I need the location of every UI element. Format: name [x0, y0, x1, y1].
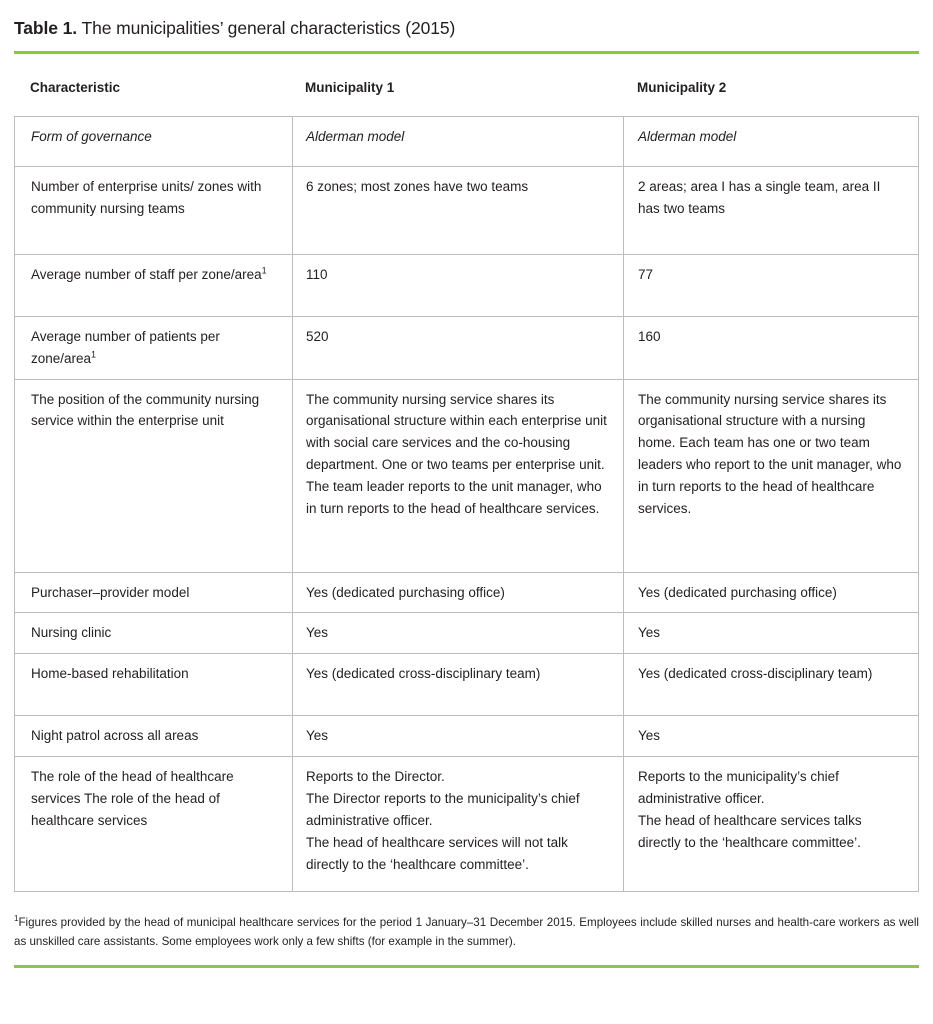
- column-header-municipality-2: Municipality 2: [637, 79, 727, 95]
- cell-municipality-1: 110: [293, 254, 624, 316]
- column-header-characteristic: Characteristic: [30, 79, 121, 95]
- cell-municipality-1: Yes (dedicated cross-disciplinary team): [293, 654, 624, 716]
- cell-line: The head of healthcare services will not talk directly to the ‘healthcare committee’.: [306, 834, 568, 872]
- cell-characteristic: Nursing clinic: [15, 613, 293, 654]
- cell-municipality-2: 2 areas; area I has a single team, area II has two teams: [624, 166, 919, 254]
- caption-label: Table 1.: [14, 18, 78, 38]
- cell-characteristic: The position of the community nursing service within the enterprise unit: [15, 379, 293, 572]
- table-row: [15, 379, 919, 572]
- table-row: [15, 716, 919, 757]
- cell-line: Reports to the Director.: [306, 769, 445, 785]
- table-row: [15, 254, 919, 316]
- table-row: [15, 572, 919, 613]
- cell-municipality-2: Yes (dedicated purchasing office): [624, 572, 919, 613]
- cell-municipality-1: 520: [293, 316, 624, 379]
- cell-characteristic: Form of governance: [15, 116, 293, 166]
- table-row: [15, 757, 919, 892]
- characteristics-table: [14, 116, 919, 892]
- cell-municipality-2: Yes (dedicated cross-disciplinary team): [624, 654, 919, 716]
- footnote-marker: 1: [14, 914, 19, 924]
- caption-text: The municipalities’ general characteristics (2015): [77, 18, 456, 38]
- table-row: [15, 613, 919, 654]
- table-caption: [14, 0, 919, 40]
- table-row: [15, 166, 919, 254]
- cell-characteristic: Purchaser–provider model: [15, 572, 293, 613]
- column-header-row: [14, 54, 919, 116]
- cell-municipality-1: [293, 757, 624, 892]
- cell-characteristic: [15, 254, 293, 316]
- cell-municipality-2: Yes: [624, 716, 919, 757]
- cell-characteristic: Number of enterprise units/ zones with community nursing teams: [15, 166, 293, 254]
- cell-characteristic: Home-based rehabilitation: [15, 654, 293, 716]
- cell-characteristic: [15, 316, 293, 379]
- footnote-text: Figures provided by the head of municipal healthcare services for the period 1 January–31 December 2015. Employees include skilled nurses and health-care workers as well as unskilled care assistants. Some employees work only a few shifts (for example in the summer).: [14, 916, 919, 948]
- cell-municipality-1: Yes: [293, 716, 624, 757]
- footnote-marker: 1: [261, 265, 267, 276]
- cell-municipality-1: Yes (dedicated purchasing office): [293, 572, 624, 613]
- cell-municipality-1: Yes: [293, 613, 624, 654]
- cell-line: The head of healthcare services talks directly to the ‘healthcare committee’.: [638, 812, 862, 850]
- cell-line: Reports to the municipality’s chief administrative officer.: [638, 769, 839, 807]
- cell-characteristic: Night patrol across all areas: [15, 716, 293, 757]
- table-row: [15, 316, 919, 379]
- cell-municipality-2: 77: [624, 254, 919, 316]
- cell-characteristic-text: Average number of staff per zone/area: [31, 266, 262, 282]
- footnote-marker: 1: [91, 349, 97, 360]
- cell-characteristic: The role of the head of healthcare services The role of the head of healthcare services: [15, 757, 293, 892]
- cell-municipality-2: Alderman model: [624, 116, 919, 166]
- cell-municipality-1: Alderman model: [293, 116, 624, 166]
- cell-municipality-1: The community nursing service shares its organisational structure within each enterprise unit with social care services and the co-housing department. One or two teams per enterprise unit. The team leader reports to the unit manager, who in turn reports to the head of healthcare services.: [293, 379, 624, 572]
- cell-municipality-2: Yes: [624, 613, 919, 654]
- column-header-municipality-1: Municipality 1: [305, 79, 395, 95]
- cell-municipality-2: 160: [624, 316, 919, 379]
- table-footnote: [14, 892, 919, 965]
- cell-characteristic-text: Average number of patients per zone/area: [31, 328, 220, 366]
- cell-line: The Director reports to the municipality’s chief administrative officer.: [306, 791, 580, 828]
- table-row: [15, 654, 919, 716]
- cell-municipality-1: 6 zones; most zones have two teams: [293, 166, 624, 254]
- table-row: [15, 116, 919, 166]
- cell-municipality-2: [624, 757, 919, 892]
- bottom-green-rule: [14, 965, 919, 968]
- cell-municipality-2: The community nursing service shares its organisational structure with a nursing home. Each team has one or two team leaders who report to the unit manager, who in turn reports to the head of healthcare services.: [624, 379, 919, 572]
